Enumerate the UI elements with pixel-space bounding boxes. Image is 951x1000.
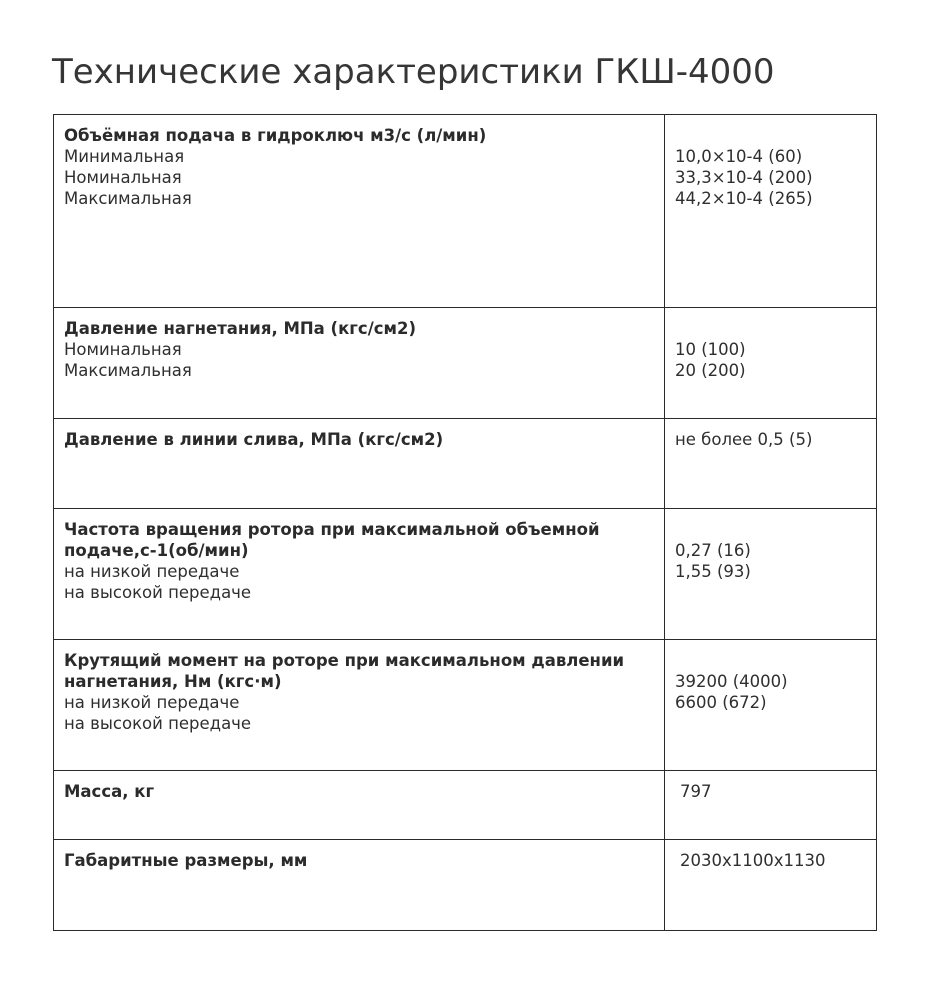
row-heading: Частота вращения ротора при максимальной объемной xyxy=(64,520,600,539)
row-heading: Масса, кг xyxy=(64,782,155,801)
label-cell xyxy=(54,115,665,308)
row-value: 10 (100) xyxy=(675,340,746,359)
row-item: Номинальная xyxy=(64,340,182,359)
row-heading: Давление в линии слива, МПа (кгс/см2) xyxy=(64,430,444,449)
row-value: 1,55 (93) xyxy=(675,562,751,581)
table-row-rotor-speed xyxy=(54,509,877,640)
row-value: 39200 (4000) xyxy=(675,672,788,691)
row-item: Максимальная xyxy=(64,189,192,208)
value-cell xyxy=(665,840,877,931)
row-item: Номинальная xyxy=(64,168,182,187)
value-cell xyxy=(665,771,877,840)
label-cell xyxy=(54,509,665,640)
table-row-dimensions xyxy=(54,840,877,931)
row-heading-continued: подаче,с-1(об/мин) xyxy=(64,541,249,560)
value-cell xyxy=(665,640,877,771)
table-row-drain-pressure xyxy=(54,419,877,509)
value-cell xyxy=(665,115,877,308)
row-value: 33,3×10-4 (200) xyxy=(675,168,813,187)
row-value: 44,2×10-4 (265) xyxy=(675,189,813,208)
row-item: на высокой передаче xyxy=(64,583,252,602)
value-cell xyxy=(665,308,877,419)
table-row-pressure xyxy=(54,308,877,419)
row-value: 10,0×10-4 (60) xyxy=(675,147,803,166)
row-value: 20 (200) xyxy=(675,361,746,380)
value-cell xyxy=(665,419,877,509)
label-cell xyxy=(54,308,665,419)
row-value: не более 0,5 (5) xyxy=(675,430,813,449)
row-item: на низкой передаче xyxy=(64,562,240,581)
table-row-mass xyxy=(54,771,877,840)
label-cell xyxy=(54,840,665,931)
row-heading: Габаритные размеры, мм xyxy=(64,851,308,870)
label-cell xyxy=(54,640,665,771)
row-value: 6600 (672) xyxy=(675,693,767,712)
document-title: Технические характеристики ГКШ-4000 xyxy=(52,52,775,92)
row-heading: Давление нагнетания, МПа (кгс/см2) xyxy=(64,319,417,338)
table-row-flow xyxy=(54,115,877,308)
specifications-table xyxy=(53,114,877,931)
row-value: 2030x1100x1130 xyxy=(680,851,826,870)
row-heading: Крутящий момент на роторе при максимальном давлении xyxy=(64,651,625,670)
row-item: на высокой передаче xyxy=(64,714,252,733)
row-item: Минимальная xyxy=(64,147,185,166)
row-value: 0,27 (16) xyxy=(675,541,751,560)
row-heading-continued: нагнетания, Нм (кгс·м) xyxy=(64,672,282,691)
row-heading: Объёмная подача в гидроключ м3/с (л/мин) xyxy=(64,126,487,145)
row-value: 797 xyxy=(680,782,712,801)
value-cell xyxy=(665,509,877,640)
row-item: на низкой передаче xyxy=(64,693,240,712)
label-cell xyxy=(54,771,665,840)
label-cell xyxy=(54,419,665,509)
row-item: Максимальная xyxy=(64,361,192,380)
table-row-torque xyxy=(54,640,877,771)
